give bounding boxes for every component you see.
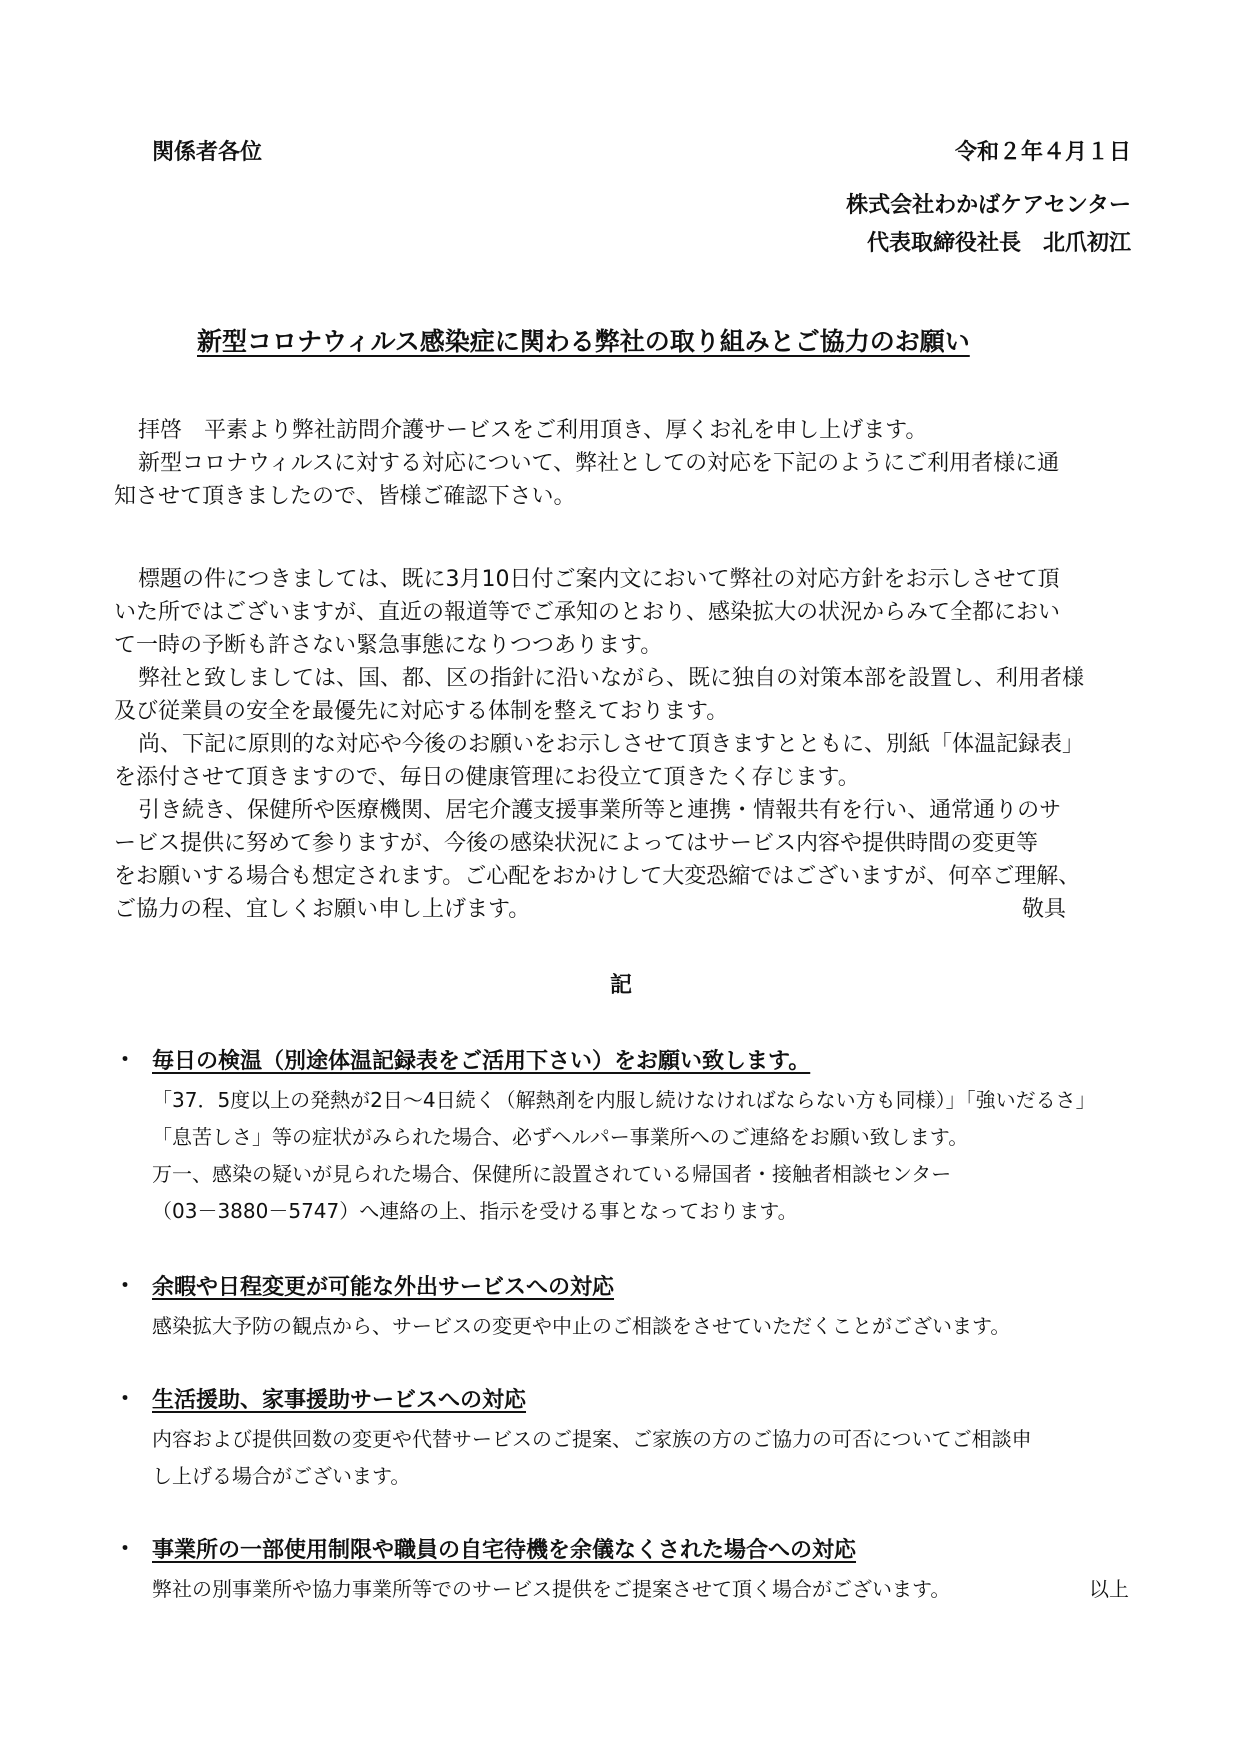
- item-line: （03－3880－5747）へ連絡の上、指示を受ける事となっております。: [152, 1199, 798, 1223]
- body-line: ービス提供に努めて参りますが、今後の感染状況によってはサービス内容や提供時間の変更等: [114, 831, 1039, 856]
- bullet: ・: [114, 1274, 137, 1299]
- closing-keigu: 敬具: [1022, 897, 1067, 922]
- item-line: 弊社の別事業所や協力事業所等でのサービス提供をご提案させて頂く場合がございます。: [152, 1577, 951, 1601]
- item-heading: 余暇や日程変更が可能な外出サービスへの対応: [152, 1275, 615, 1300]
- intro-section: [114, 414, 1134, 513]
- body-line: 尚、下記に原則的な対応や今後のお願いをお示しさせて頂きますとともに、別紙「体温記録表」: [138, 732, 1085, 757]
- issue-date: 令和２年４月１日: [954, 140, 1131, 165]
- bullet: ・: [114, 1537, 137, 1562]
- body-line: て一時の予断も許さない緊急事態になりつつあります。: [114, 633, 663, 658]
- item-line: 感染拡大予防の観点から、サービスの変更や中止のご相談をさせていただくことがございます。: [152, 1314, 1011, 1338]
- body-line: 弊社と致しましては、国、都、区の指針に沿いながら、既に独自の対策本部を設置し、利用者様: [138, 666, 1085, 691]
- intro-line: 新型コロナウィルスに対する対応について、弊社としての対応を下記のようにご利用者様に通: [138, 451, 1060, 476]
- end-mark: 以上: [1089, 1577, 1129, 1601]
- item-heading: 毎日の検温（別途体温記録表をご活用下さい）をお願い致します。: [152, 1049, 811, 1074]
- body-closing-line: [114, 893, 1134, 926]
- notice-item: [114, 1533, 950, 1608]
- notice-item: [114, 1044, 1096, 1230]
- body-line: 標題の件につきましては、既に3月10日付ご案内文において弊社の対応方針をお示しさせて頂: [138, 567, 1060, 592]
- notice-item: [114, 1383, 1032, 1495]
- body-line: ご協力の程、宜しくお願い申し上げます。: [114, 897, 531, 922]
- item-line: 「息苦しさ」等の症状がみられた場合、必ずヘルパー事業所へのご連絡をお願い致します。: [152, 1125, 969, 1149]
- intro-line: 拝啓 平素より弊社訪問介護サービスをご利用頂き、厚くお礼を申し上げます。: [138, 418, 928, 443]
- body-line: 及び従業員の安全を最優先に対応する体制を整えております。: [114, 699, 729, 724]
- body-line: 引き続き、保健所や医療機関、居宅介護支援事業所等と連携・情報共有を行い、通常通りのサ: [138, 798, 1062, 823]
- item-heading: 事業所の一部使用制限や職員の自宅待機を余儀なくされた場合への対応: [152, 1538, 857, 1563]
- body-section: [114, 563, 1134, 926]
- document-title: 新型コロナウィルス感染症に関わる弊社の取り組みとご協力のお願い: [197, 327, 970, 356]
- body-line: を添付させて頂きますので、毎日の健康管理にお役立て頂きたく存じます。: [114, 765, 860, 790]
- body-line: いた所ではございますが、直近の報道等でご承知のとおり、感染拡大の状況からみて全都におい: [114, 600, 1061, 625]
- body-line: をお願いする場合も想定されます。ご心配をおかけして大変恐縮ではございますが、何卒ご理解、: [114, 864, 1081, 889]
- ki-heading: 記: [610, 973, 633, 998]
- company-name: 株式会社わかばケアセンター: [846, 193, 1131, 218]
- representative: 代表取締役社長 北爪初江: [866, 231, 1131, 256]
- item-line: 「37．5度以上の発熱が2日～4日続く（解熱剤を内服し続けなければならない方も同様）」「強いだるさ」: [152, 1088, 1096, 1112]
- item-line: 内容および提供回数の変更や代替サービスのご提案、ご家族の方のご協力の可否についてご相談申: [152, 1427, 1032, 1451]
- item-line: し上げる場合がございます。: [152, 1464, 411, 1488]
- item-heading: 生活援助、家事援助サービスへの対応: [152, 1388, 527, 1413]
- item-line: 万一、感染の疑いが見られた場合、保健所に設置されている帰国者・接触者相談センター: [152, 1162, 952, 1186]
- notice-item: [114, 1270, 1010, 1345]
- bullet: ・: [114, 1048, 137, 1073]
- intro-line: 知させて頂きましたので、皆様ご確認下さい。: [114, 484, 576, 509]
- bullet: ・: [114, 1387, 137, 1412]
- addressee: 関係者各位: [152, 140, 263, 165]
